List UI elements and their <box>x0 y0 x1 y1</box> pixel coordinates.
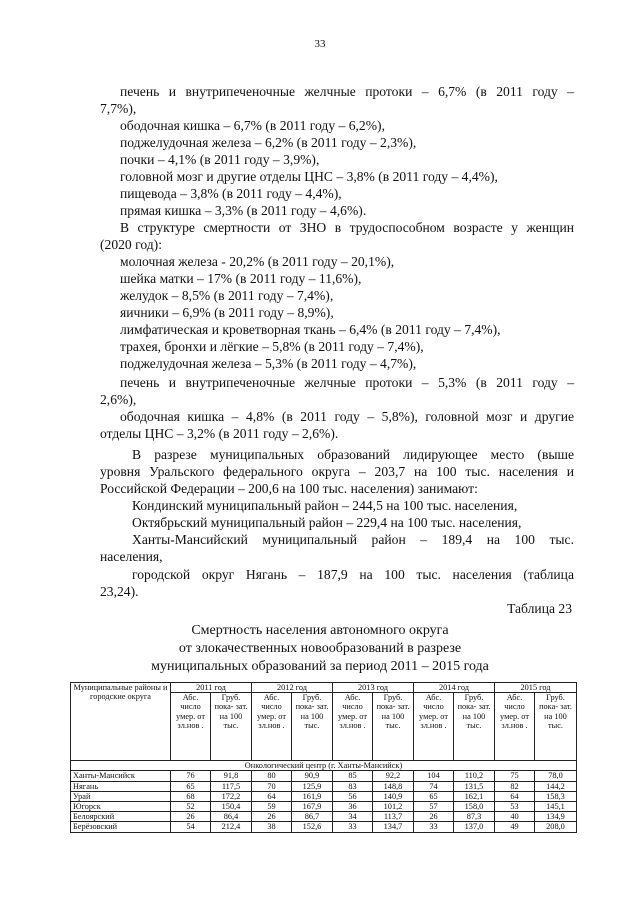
abs-count-cell: 104 <box>414 771 454 781</box>
table-row <box>71 771 577 781</box>
crude-rate-cell: 78,0 <box>535 771 577 781</box>
abs-count-cell: 40 <box>495 812 535 822</box>
crude-rate-cell: 137,0 <box>454 822 495 832</box>
abs-count-cell: 59 <box>252 802 292 812</box>
table-row <box>71 791 577 801</box>
crude-rate-cell: 152,6 <box>292 822 333 832</box>
crude-rate-cell: 113,7 <box>373 812 414 822</box>
abs-count-cell: 82 <box>495 781 535 791</box>
table-label: Таблица 23 <box>507 601 572 616</box>
text-line: 23,24). <box>100 584 139 599</box>
crude-rate-cell: 90,9 <box>292 771 333 781</box>
abs-count-header: Абс. число умер. от зл.нов . <box>414 693 454 761</box>
municipality-name: Югорск <box>71 802 171 812</box>
text-line: пищевода – 3,8% (в 2011 году – 4,4%), <box>120 186 342 201</box>
crude-rate-cell: 150,4 <box>211 802 252 812</box>
table-title-line: Смертность населения автономного округа <box>191 623 449 638</box>
municipality-name: Белоярский <box>71 812 171 822</box>
crude-rate-cell: 167,9 <box>292 802 333 812</box>
abs-count-cell: 65 <box>414 791 454 801</box>
crude-rate-cell: 92,2 <box>373 771 414 781</box>
abs-count-header: Абс. число умер. от зл.нов . <box>495 693 535 761</box>
abs-count-header: Абс. число умер. от зл.нов . <box>252 693 292 761</box>
year-header: 2012 год <box>252 683 333 693</box>
crude-rate-header: Груб. пока- зат. на 100 тыс. <box>373 693 414 761</box>
section-row <box>71 761 577 771</box>
text-line: городской округ Нягань – 187,9 на 100 тыс. населения (таблица <box>132 567 574 582</box>
abs-count-cell: 33 <box>333 822 373 832</box>
abs-count-cell: 52 <box>171 802 211 812</box>
abs-count-cell: 65 <box>171 781 211 791</box>
text-line: печень и внутрипеченочные желчные протоки – 6,7% (в 2011 году – <box>120 84 574 99</box>
text-line: головной мозг и другие отделы ЦНС – 3,8% (в 2011 году – 4,4%), <box>120 169 498 184</box>
municipality-name: Нягань <box>71 781 171 791</box>
abs-count-cell: 85 <box>333 771 373 781</box>
abs-count-cell: 57 <box>414 802 454 812</box>
abs-count-cell: 34 <box>333 812 373 822</box>
crude-rate-header: Груб. пока- зат. на 100 тыс. <box>454 693 495 761</box>
municipality-name: Ханты-Мансийск <box>71 771 171 781</box>
abs-count-cell: 26 <box>171 812 211 822</box>
section-label: Онкологический центр (г. Ханты-Мансийск) <box>71 761 577 771</box>
text-line: Ханты-Мансийский муниципальный район – 189,4 на 100 тыс. <box>132 532 574 547</box>
text-line: молочная железа - 20,2% (в 2011 году – 20,1%), <box>120 254 395 269</box>
text-line: трахея, бронхи и лёгкие – 5,8% (в 2011 году – 7,4%), <box>120 339 424 354</box>
crude-rate-cell: 131,5 <box>454 781 495 791</box>
year-header: 2013 год <box>333 683 414 693</box>
crude-rate-cell: 148,8 <box>373 781 414 791</box>
abs-count-cell: 53 <box>495 802 535 812</box>
text-line: ободочная кишка – 6,7% (в 2011 году – 6,2%), <box>120 118 385 133</box>
year-header-row <box>71 683 577 693</box>
crude-rate-cell: 91,8 <box>211 771 252 781</box>
crude-rate-cell: 158,0 <box>454 802 495 812</box>
table-row <box>71 822 577 832</box>
text-line: желудок – 8,5% (в 2011 году – 7,4%), <box>120 288 334 303</box>
abs-count-cell: 26 <box>252 812 292 822</box>
text-line: В структуре смертности от ЗНО в трудоспособном возрасте у женщин <box>120 220 574 235</box>
crude-rate-header: Груб. пока- зат. на 100 тыс. <box>292 693 333 761</box>
crude-rate-cell: 101,2 <box>373 802 414 812</box>
abs-count-cell: 80 <box>252 771 292 781</box>
abs-count-cell: 83 <box>333 781 373 791</box>
municipality-name: Урай <box>71 791 171 801</box>
crude-rate-cell: 110,2 <box>454 771 495 781</box>
text-line: 2,6%), <box>100 392 137 407</box>
text-line: отделы ЦНС – 3,2% (в 2011 году – 2,6%). <box>100 426 339 441</box>
municipality-name: Берёзовский <box>71 822 171 832</box>
abs-count-header: Абс. число умер. от зл.нов . <box>171 693 211 761</box>
abs-count-cell: 74 <box>414 781 454 791</box>
crude-rate-cell: 208,0 <box>535 822 577 832</box>
crude-rate-header: Груб. пока- зат. на 100 тыс. <box>535 693 577 761</box>
crude-rate-cell: 144,2 <box>535 781 577 791</box>
text-line: лимфатическая и кроветворная ткань – 6,4% (в 2011 году – 7,4%), <box>120 322 501 337</box>
crude-rate-cell: 172,2 <box>211 791 252 801</box>
year-header: 2011 год <box>171 683 252 693</box>
abs-count-cell: 54 <box>171 822 211 832</box>
abs-count-cell: 68 <box>171 791 211 801</box>
text-line: ободочная кишка – 4,8% (в 2011 году – 5,8%), головной мозг и другие <box>120 409 574 424</box>
crude-rate-cell: 158,3 <box>535 791 577 801</box>
corner-header: Муниципальные районы и городские округа <box>71 683 171 761</box>
page-number: 33 <box>314 38 326 50</box>
text-line: уровня Уральского федерального округа – 203,7 на 100 тыс. населения и <box>100 464 574 479</box>
text-line: В разрезе муниципальных образований лидирующее место (выше <box>132 447 574 462</box>
text-line: яичники – 6,9% (в 2011 году – 8,9%), <box>120 305 334 320</box>
abs-count-cell: 36 <box>333 802 373 812</box>
crude-rate-cell: 134,7 <box>373 822 414 832</box>
crude-rate-cell: 212,4 <box>211 822 252 832</box>
text-line: печень и внутрипеченочные желчные протоки – 5,3% (в 2011 году – <box>120 375 574 390</box>
abs-count-cell: 76 <box>171 771 211 781</box>
abs-count-cell: 64 <box>252 791 292 801</box>
text-line: почки – 4,1% (в 2011 году – 3,9%), <box>120 152 320 167</box>
table-row <box>71 781 577 791</box>
crude-rate-cell: 117,5 <box>211 781 252 791</box>
abs-count-cell: 64 <box>495 791 535 801</box>
abs-count-cell: 56 <box>333 791 373 801</box>
text-line: Российской Федерации – 200,6 на 100 тыс. населения) занимают: <box>100 481 478 496</box>
crude-rate-cell: 145,1 <box>535 802 577 812</box>
crude-rate-cell: 86,4 <box>211 812 252 822</box>
text-line: поджелудочная железа – 6,2% (в 2011 году – 2,3%), <box>120 135 417 150</box>
crude-rate-cell: 161,9 <box>292 791 333 801</box>
year-header: 2015 год <box>495 683 577 693</box>
abs-count-cell: 38 <box>252 822 292 832</box>
abs-count-cell: 49 <box>495 822 535 832</box>
crude-rate-cell: 134,9 <box>535 812 577 822</box>
text-line: (2020 год): <box>100 237 162 252</box>
table-row <box>71 802 577 812</box>
crude-rate-cell: 162,1 <box>454 791 495 801</box>
text-line: населения, <box>100 549 163 564</box>
text-line: Кондинский муниципальный район – 244,5 на 100 тыс. населения, <box>132 498 518 513</box>
text-line: шейка матки – 17% (в 2011 году – 11,6%), <box>120 271 362 286</box>
abs-count-header: Абс. число умер. от зл.нов . <box>333 693 373 761</box>
crude-rate-cell: 86,7 <box>292 812 333 822</box>
table-title-line: от злокачественных новообразований в разрезе <box>178 641 462 656</box>
text-line: Октябрьский муниципальный район – 229,4 на 100 тыс. населения, <box>132 515 522 530</box>
crude-rate-header: Груб. пока- зат. на 100 тыс. <box>211 693 252 761</box>
crude-rate-cell: 87,3 <box>454 812 495 822</box>
table-title-line: муниципальных образований за период 2011 – 2015 года <box>151 659 489 674</box>
crude-rate-cell: 125,9 <box>292 781 333 791</box>
abs-count-cell: 26 <box>414 812 454 822</box>
text-line: прямая кишка – 3,3% (в 2011 году – 4,6%). <box>120 203 367 218</box>
text-line: поджелудочная железа – 5,3% (в 2011 году – 4,7%), <box>120 356 417 371</box>
crude-rate-cell: 140,9 <box>373 791 414 801</box>
abs-count-cell: 75 <box>495 771 535 781</box>
abs-count-cell: 70 <box>252 781 292 791</box>
abs-count-cell: 33 <box>414 822 454 832</box>
year-header: 2014 год <box>414 683 495 693</box>
table-row <box>71 812 577 822</box>
text-line: 7,7%), <box>100 101 137 116</box>
mortality-table <box>70 682 577 833</box>
